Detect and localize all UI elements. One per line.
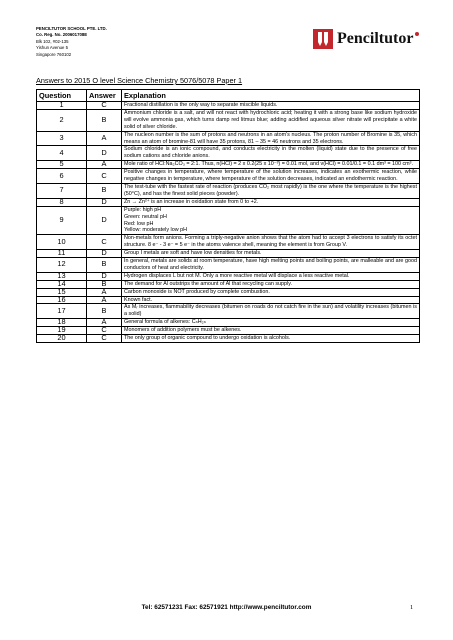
answer-cell: B xyxy=(87,304,122,319)
question-cell: 1 xyxy=(37,102,87,110)
explanation-cell: Carbon monoxide is NOT produced by complete combustion. xyxy=(122,288,420,296)
registered-mark-icon xyxy=(415,32,419,36)
table-header-row xyxy=(37,90,420,102)
table-row xyxy=(37,169,420,184)
explanation-cell: The nucleon number is the sum of protons and neutrons in an atom's nucleus. The proton number of Bromine is 35, which means an atom of bromine-81 will have 35 protons, 81 – 35 = 46 neutrons and 35 electrons. xyxy=(122,131,420,146)
address-line: Singapore 760102 xyxy=(36,51,72,57)
table-row xyxy=(37,288,420,296)
answer-cell: D xyxy=(87,272,122,280)
explanation-cell: Purple: high pH Green: neutral pH Red: low pH Yellow: moderately low pH xyxy=(122,206,420,235)
answer-cell: C xyxy=(87,235,122,250)
company-reg: Co. Reg. No. 200601708E xyxy=(36,32,88,38)
question-cell: 5 xyxy=(37,161,87,169)
table-row xyxy=(37,109,420,131)
question-cell: 8 xyxy=(37,198,87,206)
explanation-cell: Sodium chloride is an ionic compound, and conducts electricity in the molten (liquid) state due to the presence of free sodium cations and chloride anions. xyxy=(122,146,420,161)
answer-cell: C xyxy=(87,327,122,335)
pencil-logo-icon xyxy=(312,28,334,50)
explanation-cell: Non-metals form anions. Forming a triply-negative anion shows that the atom had to accept 3 electrons to satisfy its octet structure. 8 e⁻ - 3 e⁻ = 5 e⁻ in the atoms valence shell, meaning the element is from Group V. xyxy=(122,235,420,250)
answer-cell: C xyxy=(87,169,122,184)
table-row xyxy=(37,280,420,288)
table-row xyxy=(37,335,420,343)
answer-cell: D xyxy=(87,206,122,235)
question-cell: 19 xyxy=(37,327,87,335)
table-row xyxy=(37,319,420,327)
answer-cell: D xyxy=(87,250,122,258)
answer-cell: B xyxy=(87,258,122,273)
table-row xyxy=(37,206,420,235)
explanation-cell: As Mᵣ increases, flammability decreases (bitumen on roads do not catch fire in the sun) and volatility increases (bitumen is a solid) xyxy=(122,304,420,319)
table-row xyxy=(37,304,420,319)
table-row xyxy=(37,250,420,258)
table-row xyxy=(37,131,420,146)
header-answer: Answer xyxy=(87,90,122,102)
table-row xyxy=(37,296,420,304)
answer-cell: A xyxy=(87,319,122,327)
company-name: PENCILTUTOR SCHOOL PTE. LTD. xyxy=(36,26,107,31)
question-cell: 14 xyxy=(37,280,87,288)
question-cell: 18 xyxy=(37,319,87,327)
explanation-cell: Mole ratio of HCl:Na₂CO₃ = 2:1. Thus, n(HCl) = 2 x 0.2(25 x 10⁻³) = 0.01 mol, and v(HCl) = 0.01/0.1 = 0.1 dm³ = 100 cm³. xyxy=(122,161,420,169)
question-cell: 9 xyxy=(37,206,87,235)
explanation-cell: Fractional distillation is the only way to separate miscible liquids. xyxy=(122,102,420,110)
table-row xyxy=(37,327,420,335)
explanation-cell: The demand for Al outstrips the amount of Al that recycling can supply. xyxy=(122,280,420,288)
explanation-cell: General formula of alkenes: CₙH₂ₙ xyxy=(122,319,420,327)
question-cell: 13 xyxy=(37,272,87,280)
question-cell: 16 xyxy=(37,296,87,304)
question-cell: 20 xyxy=(37,335,87,343)
company-info xyxy=(36,26,107,58)
header-explanation: Explanation xyxy=(122,90,420,102)
explanation-cell: Hydrogen displaces L but not M. Only a more reactive metal will displace a less reactive metal. xyxy=(122,272,420,280)
explanation-cell: Group I metals are soft and have low densities for metals. xyxy=(122,250,420,258)
table-row xyxy=(37,161,420,169)
answer-cell: B xyxy=(87,109,122,131)
question-cell: 6 xyxy=(37,169,87,184)
answer-cell: A xyxy=(87,161,122,169)
answer-cell: D xyxy=(87,146,122,161)
explanation-cell: Monomers of addition polymers must be alkenes. xyxy=(122,327,420,335)
address-line: Blk 102, #02-135 xyxy=(36,38,69,44)
answer-cell: D xyxy=(87,198,122,206)
document-title: Answers to 2015 O level Science Chemistry 5076/5078 Paper 1 xyxy=(36,76,243,85)
answer-cell: A xyxy=(87,131,122,146)
table-row xyxy=(37,198,420,206)
answer-cell: B xyxy=(87,280,122,288)
explanation-cell: Positive changes in temperature, where temperature of the solution increases, indicates an exothermic reaction, while negative changes in temperature, where temperature of the solution decreases, indicated an endothermic reaction. xyxy=(122,169,420,184)
address-line: Yishun Avenue 5 xyxy=(36,45,69,51)
answer-cell: A xyxy=(87,288,122,296)
header-question: Question xyxy=(37,90,87,102)
question-cell: 3 xyxy=(37,131,87,146)
table-row xyxy=(37,183,420,198)
explanation-cell: The test-tube with the fastest rate of reaction (produces CO₂ most rapidly) is the one where the temperature is the highest (50°C), and has the finest solid pieces (powder). xyxy=(122,183,420,198)
question-cell: 11 xyxy=(37,250,87,258)
answer-cell: C xyxy=(87,335,122,343)
table-row xyxy=(37,272,420,280)
table-row xyxy=(37,102,420,110)
question-cell: 17 xyxy=(37,304,87,319)
explanation-cell: The only group of organic compound to undergo oxidation is alcohols. xyxy=(122,335,420,343)
answer-cell: B xyxy=(87,183,122,198)
answers-table xyxy=(36,89,420,343)
logo xyxy=(312,28,420,50)
question-cell: 10 xyxy=(37,235,87,250)
footer-contact: Tel: 62571231 Fax: 62571921 http://www.penciltutor.com xyxy=(141,604,312,611)
explanation-cell: In general, metals are solids at room temperature, have high melting points and boiling points, are malleable and are good conductors of heat and electricity. xyxy=(122,258,420,273)
page-number: 1 xyxy=(410,604,414,611)
table-row xyxy=(37,235,420,250)
answer-cell: A xyxy=(87,296,122,304)
explanation-cell: Zn → Zn²⁺ is an increase in oxidation state from 0 to +2. xyxy=(122,198,420,206)
table-row xyxy=(37,146,420,161)
table-row xyxy=(37,258,420,273)
question-cell: 4 xyxy=(37,146,87,161)
answer-cell: C xyxy=(87,102,122,110)
explanation-cell: Known fact. xyxy=(122,296,420,304)
question-cell: 12 xyxy=(37,258,87,273)
question-cell: 7 xyxy=(37,183,87,198)
logo-text: Penciltutor xyxy=(337,30,414,47)
question-cell: 2 xyxy=(37,109,87,131)
question-cell: 15 xyxy=(37,288,87,296)
explanation-cell: Ammonium chloride is a salt, and will not react with hydrochloric acid; heating it with a strong base like sodium hydroxide will evolve ammonia gas, which turns damp red litmus blue; adding acidified aqueous silver nitrate will precipitate a white solid of silver chloride. xyxy=(122,109,420,131)
